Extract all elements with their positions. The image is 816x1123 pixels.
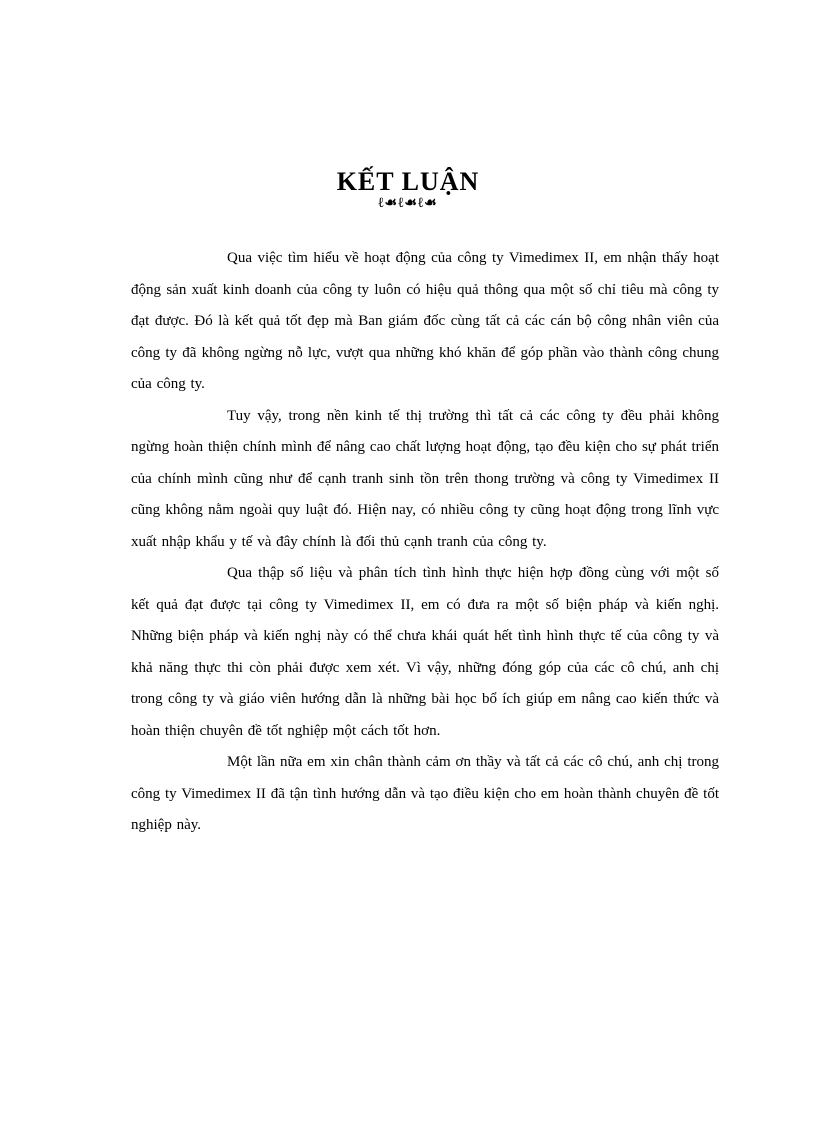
paragraph-3: Qua thập số liệu và phân tích tình hình thực hiện hợp đồng cùng với một số kết quả đạt được tại công ty Vimedimex II, em có đưa ra một số biện pháp và kiến nghị. Những biện pháp và kiến nghị này có thể chưa khái quát hết tình hình thực tế của công ty và khả năng thực thi còn phải được xem xét. Vì vậy, những đóng góp của các cô chú, anh chị trong công ty và giáo viên hướng dẫn là những bài học bổ ích giúp em nâng cao kiến thức và hoàn thiện chuyên đề tốt nghiệp một cách tốt hơn. bbox=[131, 565, 719, 739]
paragraph-1: Qua việc tìm hiểu về hoạt động của công ty Vimedimex II, em nhận thấy hoạt động sản xuất kinh doanh của công ty luôn có hiệu quả thông qua một số chỉ tiêu mà công ty đạt được. Đó là kết quả tốt đẹp mà Ban giám đốc cùng tất cả các cán bộ công nhân viên của công ty đã không ngừng nỗ lực, vượt qua những khó khăn để góp phần vào thành công chung của công ty. bbox=[131, 250, 719, 392]
page-title: KẾT LUẬN bbox=[336, 167, 480, 196]
paragraph-2: Tuy vậy, trong nền kinh tế thị trường thì tất cả các công ty đều phải không ngừng hoàn thiện chính mình để nâng cao chất lượng hoạt động, tạo đều kiện cho sự phát triển của chính mình cũng như để cạnh tranh sinh tồn trên thong trường và công ty Vimedimex II cũng không nằm ngoài quy luật đó. Hiện nay, có nhiều công ty cũng hoạt động trong lĩnh vực xuất nhập khẩu y tế và đây chính là đối thủ cạnh tranh của công ty. bbox=[131, 407, 719, 550]
title-ornament: ℓ☙ℓ☙ℓ☙ bbox=[378, 196, 438, 211]
body-text bbox=[131, 243, 719, 842]
paragraph-4: Một lần nữa em xin chân thành cảm ơn thầy và tất cả các cô chú, anh chị trong công ty Vimedimex II đã tận tình hướng dẫn và tạo điều kiện cho em hoàn thành chuyên đề tốt nghiệp này. bbox=[131, 754, 719, 833]
